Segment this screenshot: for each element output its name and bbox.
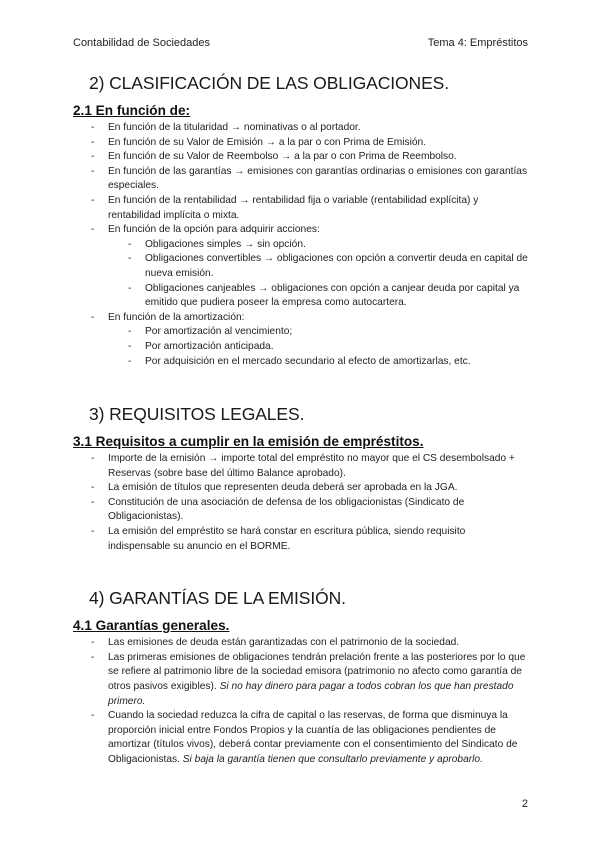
list-item: - En función de su Valor de Emisión → a la par o con Prima de Emisión. [73,136,529,151]
section-title-garantias: 4) GARANTÍAS DE LA EMISIÓN. [89,588,346,609]
list-item-text: Cuando la sociedad reduzca la cifra de capital o las reservas, de forma que disminuya la proporción inicial entre Fondos Propios y la cuantía de las obligaciones pendientes de amortizar (títulos vivos), deberá contar previamente con el consentimiento del Sindicato de Obligacionistas. [108,710,518,765]
sublist-acciones [73,238,529,311]
header-course-title: Contabilidad de Sociedades [73,37,210,49]
sublist-item: - Por amortización anticipada. [73,340,529,355]
sublist-amortizacion [73,325,529,369]
sublist-item: - Obligaciones convertibles → obligaciones con opción a convertir deuda en capital de nueva emisión. [73,252,529,281]
list-item: - Importe de la emisión → importe total del empréstito no mayor que el CS desembolsado + Reservas (sobre base del último Balance aprobado). [73,452,529,481]
subsection-title-en-funcion: 2.1 En función de: [73,103,191,118]
section-title-clasificacion: 2) CLASIFICACIÓN DE LAS OBLIGACIONES. [89,73,450,93]
list-item: - Las emisiones de deuda están garantizadas con el patrimonio de la sociedad. [73,636,529,651]
page-content [73,72,529,768]
list-item: - La emisión del empréstito se hará constar en escritura pública, siendo requisito indispensable su anuncio en el BORME. [73,525,529,554]
section-spacer [73,554,529,587]
list-item [73,651,529,709]
list-item: - En función de la amortización: [73,311,529,326]
list-item: - En función de su Valor de Reembolso → a la par o con Prima de Reembolso. [73,150,529,165]
sublist-item: - Obligaciones simples → sin opción. [73,238,529,253]
list-item: - En función de la rentabilidad → rentabilidad fija o variable (rentabilidad explícita) y rentabilidad implícita o mixta. [73,194,529,223]
sublist-item: - Por adquisición en el mercado secundario al efecto de amortizarlas, etc. [73,355,529,370]
header-topic-title: Tema 4: Empréstitos [427,37,528,49]
list-requisitos [73,452,529,554]
italic-note: Si baja la garantía tienen que consultarlo previamente y aprobarlo. [182,754,483,765]
italic-note: Si no hay dinero para pagar a todos cobran los que han prestado primero. [108,681,514,707]
list-item: - La emisión de títulos que representen deuda deberá ser aprobada en la JGA. [73,481,529,496]
list-clasificacion-cont [73,311,529,326]
section-title-requisitos: 3) REQUISITOS LEGALES. [89,404,305,425]
list-item: - En función de las garantías → emisiones con garantías ordinarias o emisiones con garantías especiales. [73,165,529,194]
sublist-item: - Obligaciones canjeables → obligaciones con opción a canjear deuda por capital ya emitido que pudiera poseer la empresa como autocartera. [73,282,529,311]
list-item-text: Las primeras emisiones de obligaciones tendrán prelación frente a las posteriores por lo que se refiere al patrimonio libre de la sociedad emisora (patrimonio no afecto como garantía de otros pasivos exigibles). [108,651,526,693]
subsection-title-garantias: 4.1 Garantías generales. [73,618,230,634]
section-spacer [73,369,529,403]
list-garantias [73,636,529,767]
sublist-item: - Por amortización al vencimiento; [73,325,529,340]
list-item: - En función de la opción para adquirir acciones: [73,223,529,238]
list-item: - En función de la titularidad → nominativas o al portador. [73,121,529,136]
list-item: - Constitución de una asociación de defensa de los obligacionistas (Sindicato de Obligacionistas). [73,496,529,525]
list-item [73,709,529,767]
subsection-title-requisitos: 3.1 Requisitos a cumplir en la emisión de empréstitos. [73,434,424,450]
list-clasificacion [73,121,529,238]
page-number: 2 [521,798,528,810]
